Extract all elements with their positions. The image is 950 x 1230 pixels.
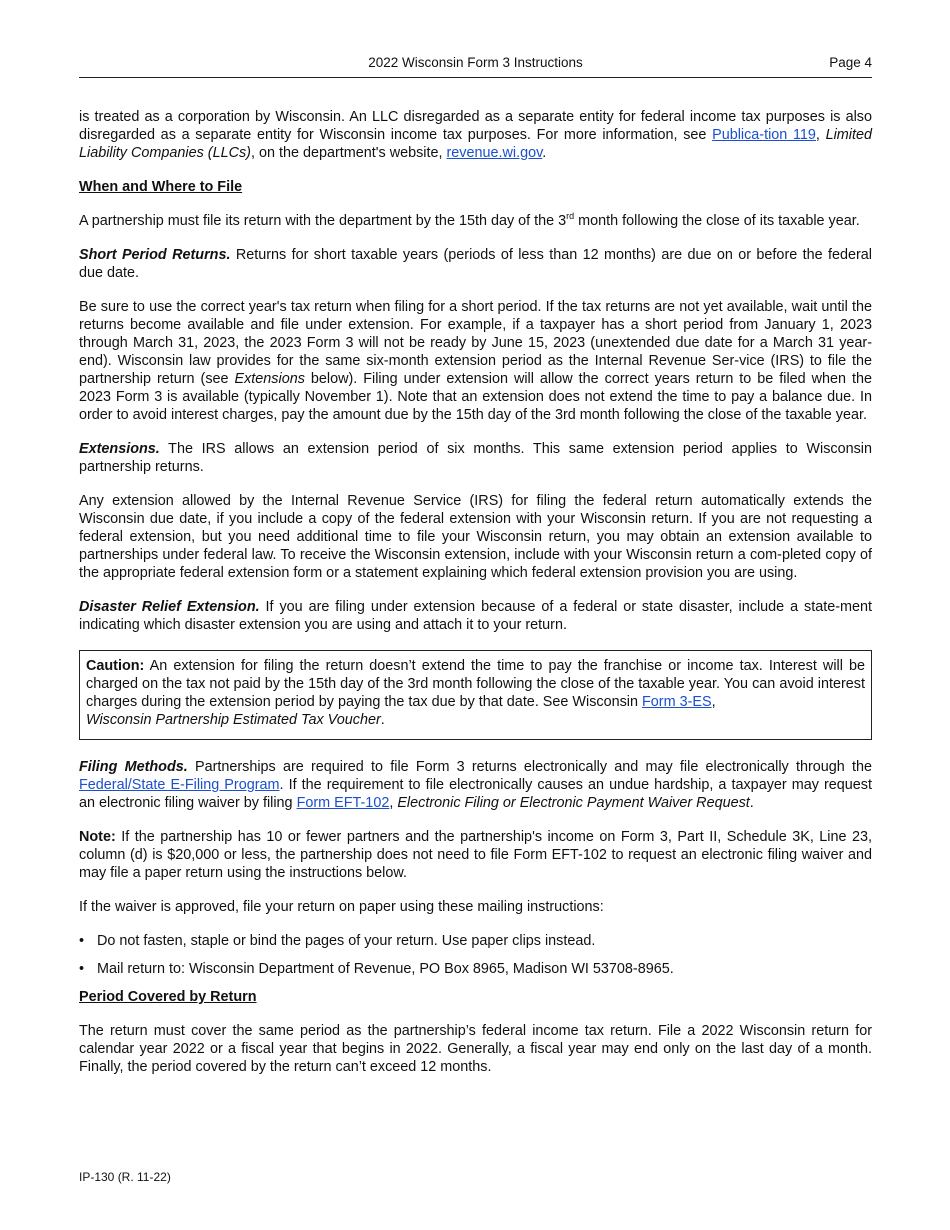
disaster-lead: Disaster Relief Extension. (79, 599, 260, 615)
waiver-paragraph: If the waiver is approved, file your return on paper using these mailing instructions: (79, 899, 604, 915)
form-eft-102-link[interactable]: Form EFT-102 (296, 795, 390, 811)
caution-box (79, 650, 872, 740)
period-paragraph: The return must cover the same period as the partnership’s federal income tax return. File a 2022 Wisconsin return for calendar year 2022 or a fiscal year that begins in 2022. Generally, a fiscal year may end only on the last day of a month. Finally, the period covered by the return can’t exceed 12 months. (79, 1023, 872, 1075)
period-covered-heading: Period Covered by Return (79, 989, 257, 1005)
superscript: rd (566, 211, 575, 222)
text: A partnership must file its return with the department by the 15th day of the 3 (79, 213, 567, 229)
text: An extension for filing the return doesn’t extend the time to pay the franchise or income tax. Interest will be charged on the tax not paid by the 15th day of the 3rd month following the close of the taxable year. You can avoid interest charges during the extension period by paying the tax due by that date. See Wisconsin (86, 658, 865, 710)
header-title: 2022 Wisconsin Form 3 Instructions (368, 55, 583, 70)
llc-paragraph (79, 108, 872, 162)
revenue-website-link[interactable]: revenue.wi.gov (446, 145, 543, 161)
list-item-text: Mail return to: Wisconsin Department of Revenue, PO Box 8965, Madison WI 53708-8965. (97, 961, 674, 977)
text: is treated as a corporation by Wisconsin. An LLC disregarded as a separate entity for federal income tax purposes is also disregarded as a separate entity for Wisconsin income tax purposes. For more information, see (79, 109, 872, 143)
list-item (79, 960, 872, 978)
text: , (815, 127, 826, 143)
publication-119-link[interactable]: Publica-tion 119 (712, 127, 816, 143)
text: Be sure to use the correct year's tax return when filing for a short period. If the tax returns are not yet available, wait until the returns become available and file under extension. For example, if a taxpayer has a short period from January 1, 2023 through March 31, 2023, the 2023 Form 3 will not be ready by June 15, 2023 (unextended due date for a March 31 year-end). Wisconsin law provides for the same six-month extension period as the Internal Revenue Ser-vice (IRS) to file the partnership return (see (79, 299, 872, 387)
text: If the partnership has 10 or fewer partners and the partnership's income on Form 3, Part II, Schedule 3K, Line 23, column (d) is $20,000 or less, the partnership does not need to file Form EFT-102 to request an electronic filing waiver and may file a paper return using the instructions below. (79, 829, 872, 881)
waiver-title: Electronic Filing or Electronic Payment Waiver Request (397, 795, 750, 811)
mailing-instructions-list (79, 932, 872, 978)
publication-title: Limited Liability Companies (LLCs) (79, 127, 872, 161)
list-item-text: Do not fasten, staple or bind the pages of your return. Use paper clips instead. (97, 933, 596, 949)
extensions-lead: Extensions. (79, 441, 160, 457)
text: . (749, 795, 754, 811)
extensions-paragraph (79, 440, 872, 476)
text: . (542, 145, 547, 161)
form-3-es-link[interactable]: Form 3-ES (642, 694, 712, 710)
short-period-lead: Short Period Returns. (79, 247, 231, 263)
page-number: Page 4 (829, 55, 872, 70)
text: The IRS allows an extension period of six months. This same extension period applies to Wisconsin partnership returns. (79, 441, 872, 475)
text: . (380, 712, 385, 728)
disaster-paragraph (79, 598, 872, 634)
filing-methods-paragraph (79, 758, 872, 812)
text: month following the close of its taxable year. (574, 213, 860, 229)
bullet-icon: • (79, 961, 85, 977)
text: Partnerships are required to file Form 3 returns electronically and may file electronically through the (187, 759, 872, 775)
caution-lead: Caution: (86, 658, 145, 674)
when-where-heading: When and Where to File (79, 179, 243, 195)
any-extension-paragraph: Any extension allowed by the Internal Revenue Service (IRS) for filing the federal return automatically extends the Wisconsin due date, if you include a copy of the federal extension with your Wisconsin return. If you are not requesting a federal extension, but you need additional time to file your Wisconsin return, you may obtain an extension available to partnerships under federal law. To receive the Wisconsin extension, include with your Wisconsin return a com-pleted copy of the appropriate federal extension form or a statement explaining which federal extension provision you are using. (79, 493, 872, 581)
note-paragraph (79, 828, 872, 882)
text: below). Filing under extension will allow the correct years return to be filed when the 2023 Form 3 is available (typically November 1). Note that an extension does not extend the time to pay a balance due. In order to avoid interest charges, pay the amount due by the 15th day of the 3rd month following the close of the taxable year. (79, 371, 872, 423)
text: , (389, 795, 398, 811)
filing-methods-lead: Filing Methods. (79, 759, 188, 775)
text: Returns for short taxable years (periods of less than 12 months) are due on or before the federal due date. (79, 247, 872, 281)
bullet-icon: • (79, 933, 85, 949)
short-period-paragraph (79, 246, 872, 282)
when-paragraph (79, 212, 872, 230)
list-item (79, 932, 872, 950)
text: . If the requirement to file electronically causes an undue hardship, a taxpayer may request an electronic filing waiver by filing (79, 777, 873, 811)
note-lead: Note: (79, 829, 116, 845)
page-content (79, 108, 872, 1092)
extensions-ref: Extensions (234, 371, 305, 387)
text: , on the department's website, (250, 145, 447, 161)
text: If you are filing under extension because of a federal or state disaster, include a state-ment indicating which disaster extension you are using and attach it to your return. (79, 599, 872, 633)
voucher-title: Wisconsin Partnership Estimated Tax Voucher (86, 712, 381, 728)
efiling-program-link[interactable]: Federal/State E-Filing Program (79, 777, 280, 793)
form-revision-footer: IP-130 (R. 11-22) (79, 1170, 171, 1184)
correct-year-paragraph (79, 298, 872, 424)
text: , (711, 694, 716, 710)
page-header (79, 55, 872, 78)
